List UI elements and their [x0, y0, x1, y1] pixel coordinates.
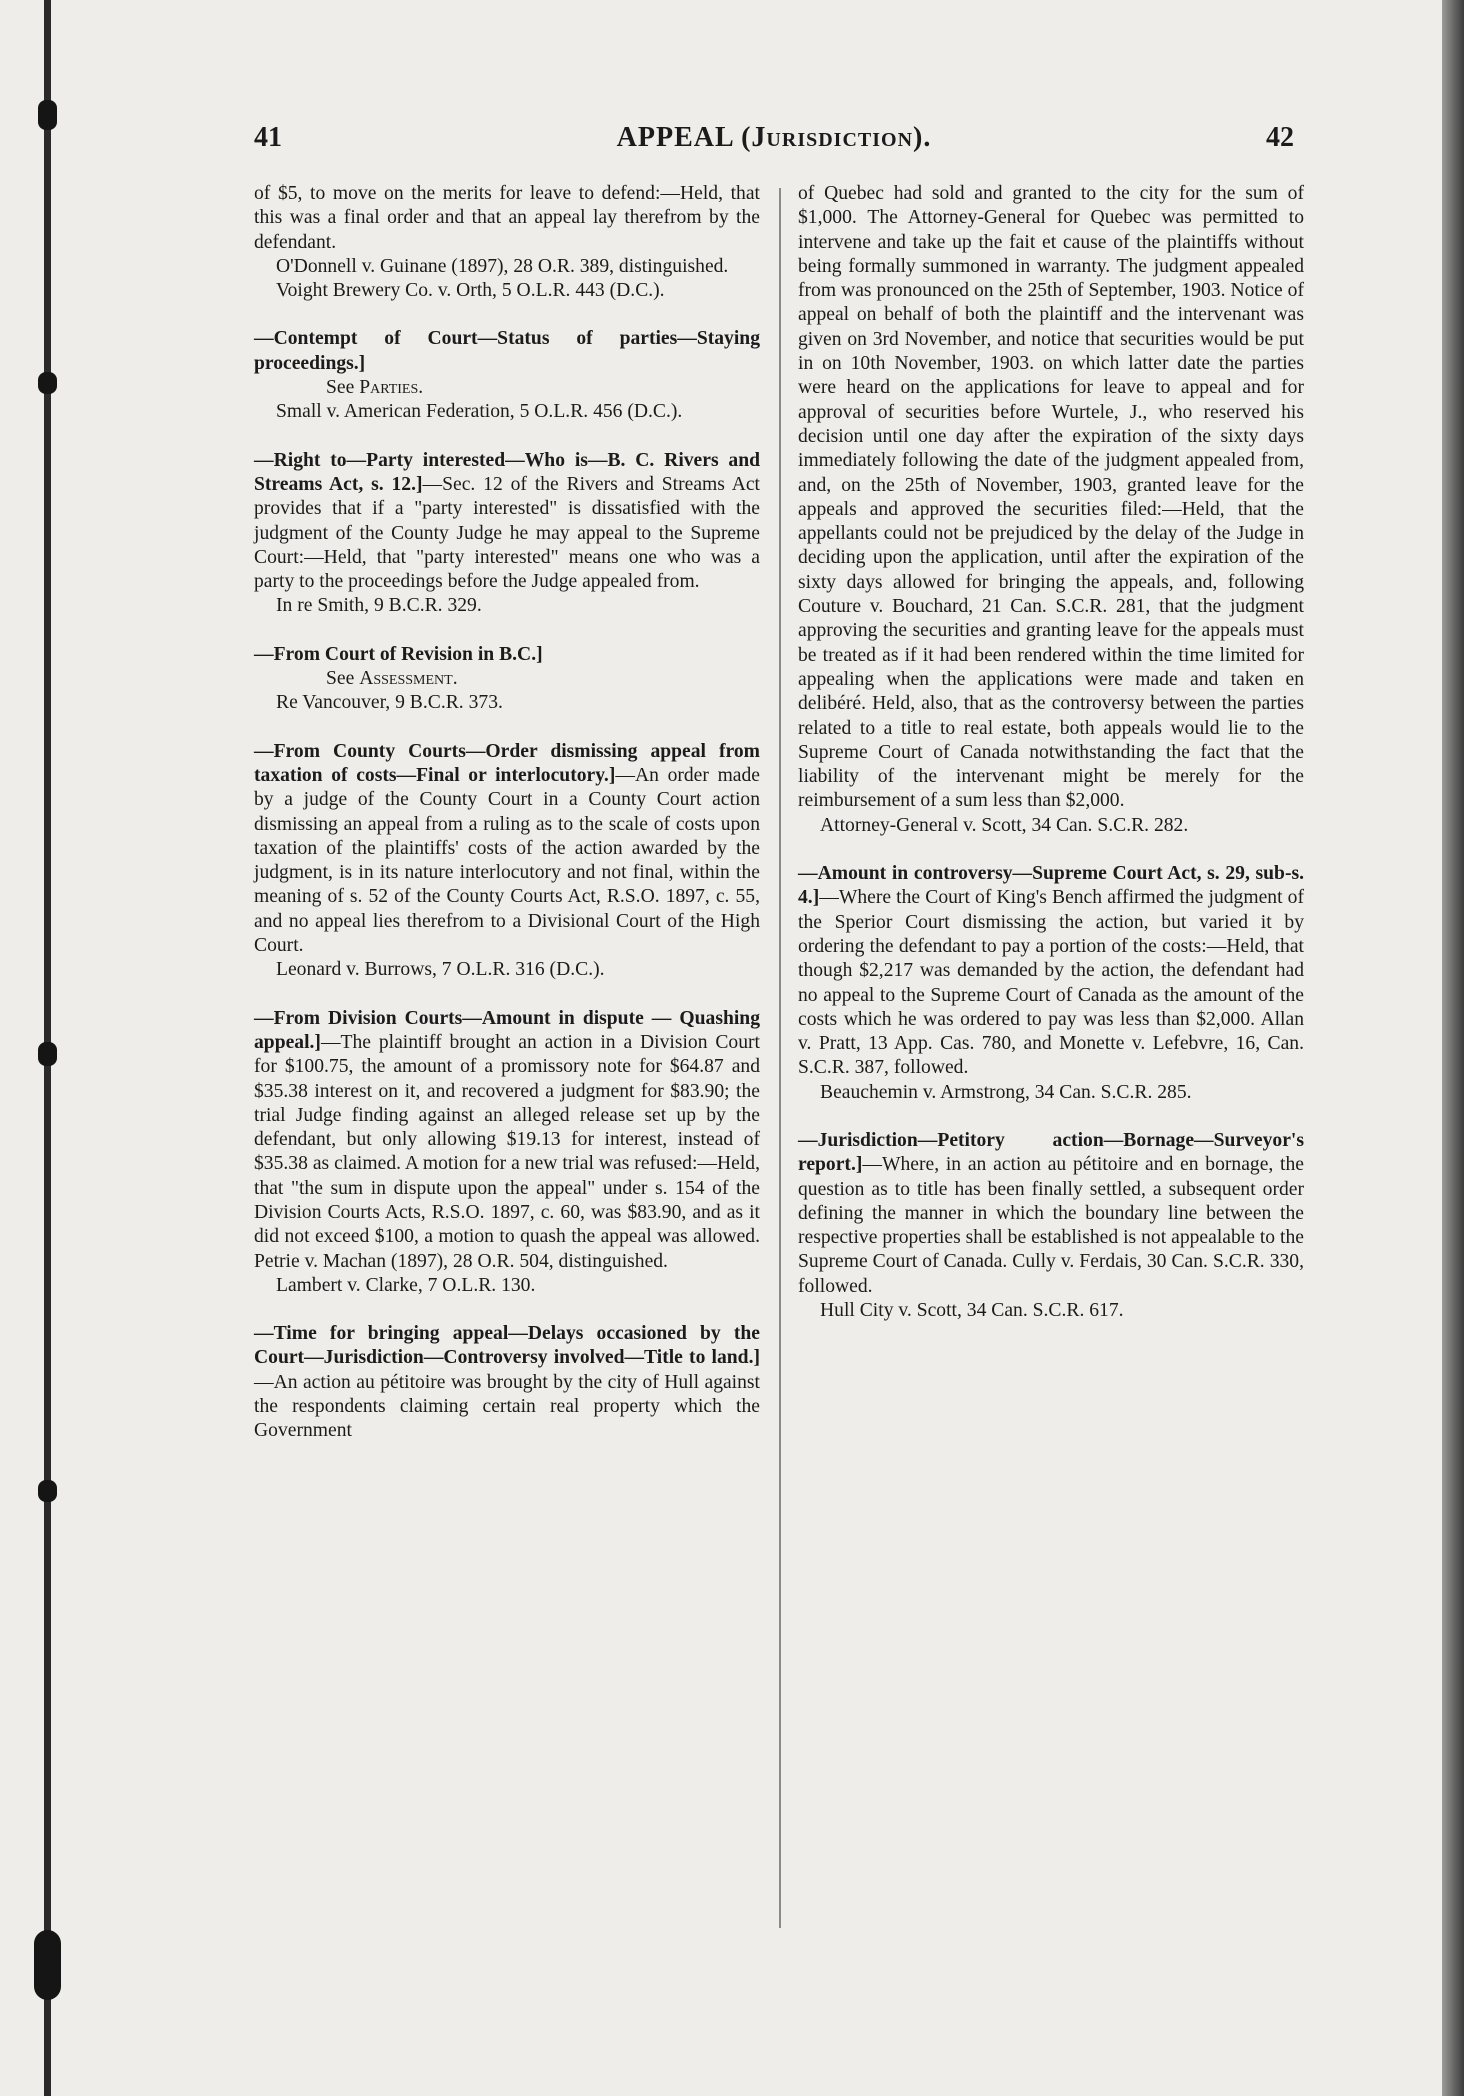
entry-paragraph	[254, 1007, 760, 1274]
binding-mark	[34, 1930, 61, 2000]
see-reference	[254, 667, 760, 691]
page-number-right: 42	[1266, 122, 1294, 153]
entry-paragraph	[254, 1322, 760, 1443]
entry-body: of $5, to move on the merits for leave to defend:—Held, that this was a final order and that an appeal lay therefrom by the defendant.	[254, 183, 760, 253]
column-divider	[779, 188, 781, 1928]
entry-heading: —Contempt of Court—Status of parties—Staying proceedings.]	[254, 328, 760, 374]
entry-body: —Sec. 12 of the Rivers and Streams Act provides that if a "party interested" is dissatisfied with the judgment of the County Judge he may appeal to the Supreme Court:—Held, that "party interested" means one who was a party to the proceedings before the Judge appealed from.	[254, 473, 760, 593]
binding-mark	[38, 1480, 57, 1502]
entry-heading: —Jurisdiction—Petitory action—Bornage—Surveyor's report.]	[798, 1129, 1304, 1176]
entry-citation: Lambert v. Clarke, 7 O.L.R. 130.	[276, 1274, 536, 1296]
entry-citation: Beauchemin v. Armstrong, 34 Can. S.C.R. 285.	[820, 1081, 1192, 1103]
entry-heading: —From County Courts—Order dismissing appeal from taxation of costs—Final or interlocutory.]	[254, 740, 760, 786]
entry-body: of Quebec had sold and granted to the city for the sum of $1,000. The Attorney-General for Quebec was permitted to intervene and take up the fait et cause of the plaintiffs without being formally summoned in warranty. The judgment appealed from was pronounced on the 25th of September, 1903. Notice of appeal on behalf of both the plaintiff and the intervenant was given on 3rd November, and notice that securities would be put in on 10th November, 1903. on which latter date the parties were heard on the applications for leave to appeal and for approval of securities before Wurtele, J., who reserved his decision until one day after the expiration of the sixty days immediately following the date of the judgment appealed from, and, on the 25th of November, 1903, granted leave for the appeals and approved the securities filed:—Held, that the appellants could not be prejudiced by the delay of the Judge in deciding upon the application, until after the expiration of the sixty days allowed for bringing the appeals, and, following Couture v. Bouchard, 21 Can. S.C.R. 281, that the judgment approving the securities and granting leave for the appeals must be treated as if it had been rendered within the time limited for appealing when the applications were made and taken en delibéré. Held, also, that as the controversy between the parties related to a title to real estate, both appeals would lie to the Supreme Court of Canada notwithstanding the fact that the liability of the intervenant might be merely for the reimbursement of a sum less than $2,000.	[798, 183, 1304, 812]
entry-division-courts	[254, 1007, 760, 1299]
binding-mark	[38, 372, 57, 394]
page-edge-shadow	[1442, 0, 1464, 2096]
entry-heading: —From Division Courts—Amount in dispute — Quashing appeal.]	[254, 1007, 760, 1053]
entry-right-to	[254, 449, 760, 619]
entry-heading: —Time for bringing appeal—Delays occasioned by the Court—Jurisdiction—Controversy involved—Title to land.]	[254, 1323, 760, 1369]
entry-body: —An action au pétitoire was brought by the city of Hull against the respondents claiming certain real property which the Government	[254, 1371, 760, 1442]
running-header	[254, 122, 1294, 166]
left-column	[254, 182, 760, 1468]
right-column	[798, 182, 1304, 1347]
see-target: Assessment.	[359, 668, 458, 690]
running-title	[254, 122, 1294, 154]
entry-continued	[254, 182, 760, 303]
binding-mark	[38, 100, 57, 130]
binding-edge	[0, 0, 80, 2096]
entry-time-for-appeal-continued	[798, 182, 1304, 838]
entry-paragraph	[798, 1129, 1304, 1299]
entry-body: —An order made by a judge of the County Court in a County Court action dismissing an appeal from a ruling as to the scale of costs upon taxation of the plaintiffs' costs of the action awarded by the judgment, is in its nature interlocutory and not final, within the meaning of s. 52 of the County Courts Act, R.S.O. 1897, c. 55, and no appeal lies therefrom to a Divisional Court of the High Court.	[254, 764, 760, 957]
see-target: Parties.	[359, 377, 424, 399]
entry-paragraph	[254, 740, 760, 959]
entry-citation: Hull City v. Scott, 34 Can. S.C.R. 617.	[820, 1300, 1124, 1322]
see-prefix: See	[326, 377, 355, 399]
entry-paragraph	[798, 862, 1304, 1081]
entry-jurisdiction-petitory	[798, 1129, 1304, 1323]
entry-heading: —Right to—Party interested—Who is—B. C. Rivers and Streams Act, s. 12.]	[254, 449, 760, 495]
see-reference	[254, 376, 760, 400]
entry-time-for-appeal	[254, 1322, 760, 1443]
entry-citation: Re Vancouver, 9 B.C.R. 373.	[276, 692, 503, 714]
entry-heading: —Amount in controversy—Supreme Court Act, s. 29, sub-s. 4.]	[798, 863, 1304, 909]
entry-citation: Voight Brewery Co. v. Orth, 5 O.L.R. 443 (D.C.).	[276, 280, 665, 302]
entry-citation: Small v. American Federation, 5 O.L.R. 456 (D.C.).	[276, 401, 683, 423]
entry-heading: —From Court of Revision in B.C.]	[254, 643, 543, 665]
binding-mark	[38, 1042, 57, 1066]
entry-body: —Where the Court of King's Bench affirmed the judgment of the Sperior Court dismissing the action, but varied it by ordering the defendant to pay a portion of the costs:—Held, that though $2,217 was demanded by the action, the defendant had no appeal to the Supreme Court of Canada as the amount of the costs which he was ordered to pay was less than $2,000. Allan v. Pratt, 13 App. Cas. 780, and Monette v. Lefebvre, 16, Can. S.C.R. 387, followed.	[798, 887, 1304, 1079]
running-title-main: APPEAL	[616, 122, 734, 153]
see-prefix: See	[326, 668, 355, 690]
entry-amount-in-controversy	[798, 862, 1304, 1105]
entry-citation: O'Donnell v. Guinane (1897), 28 O.R. 389, distinguished.	[276, 255, 729, 277]
entry-citation: Attorney-General v. Scott, 34 Can. S.C.R. 282.	[820, 814, 1189, 836]
entry-citation: Leonard v. Burrows, 7 O.L.R. 316 (D.C.).	[276, 959, 605, 981]
entry-county-courts	[254, 740, 760, 983]
entry-paragraph	[254, 449, 760, 595]
running-title-sub: (Jurisdiction).	[741, 122, 932, 153]
page-number-left: 41	[254, 122, 282, 153]
entry-body: —The plaintiff brought an action in a Division Court for $100.75, the amount of a promissory note for $64.87 and $35.38 interest on it, and recovered a judgment for $83.90; the trial Judge finding against an alleged release set up by the defendant, but only allowing $19.13 for interest, instead of $35.38 as claimed. A motion for a new trial was refused:—Held, that "the sum in dispute upon the appeal" under s. 154 of the Division Courts Acts, R.S.O. 1897, c. 60, was $83.90, and as it did not exceed $100, a motion to quash the appeal was allowed. Petrie v. Machan (1897), 28 O.R. 504, distinguished.	[254, 1031, 760, 1272]
entry-revision	[254, 643, 760, 716]
entry-citation: In re Smith, 9 B.C.R. 329.	[276, 595, 482, 617]
entry-body: —Where, in an action au pétitoire and en bornage, the question as to title has been finally settled, a subsequent order defining the manner in which the boundary line between the respective properties shall be established is not appealable to the Supreme Court of Canada. Cully v. Ferdais, 30 Can. S.C.R. 330, followed.	[798, 1154, 1304, 1297]
entry-contempt	[254, 327, 760, 424]
